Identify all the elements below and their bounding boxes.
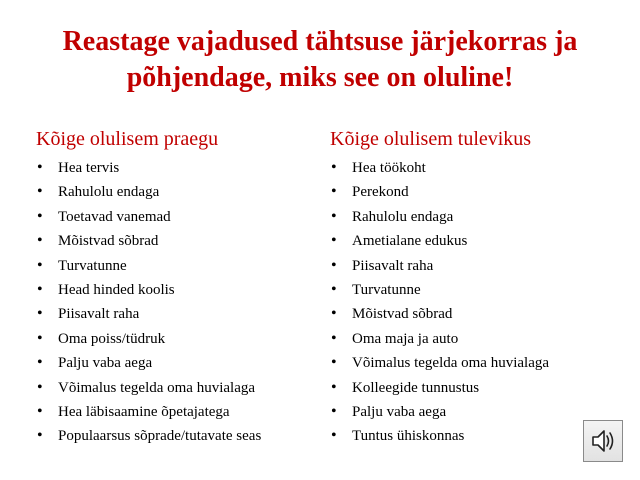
left-bullet-list	[36, 156, 316, 449]
list-item: • Rahulolu endaga	[36, 180, 316, 204]
list-item: • Palju vaba aega	[36, 351, 316, 375]
list-item: • Võimalus tegelda oma huvialaga	[330, 351, 610, 375]
left-column-heading: Kõige olulisem praegu	[36, 128, 219, 150]
right-column-heading: Kõige olulisem tulevikus	[330, 128, 532, 150]
list-item: • Piisavalt raha	[330, 254, 610, 278]
list-item: • Võimalus tegelda oma huvialaga	[36, 376, 316, 400]
list-item: • Palju vaba aega	[330, 400, 610, 424]
list-item: • Oma maja ja auto	[330, 327, 610, 351]
list-item: • Mõistvad sõbrad	[330, 302, 610, 326]
list-item: • Tuntus ühiskonnas	[330, 424, 610, 448]
list-item: • Piisavalt raha	[36, 302, 316, 326]
list-item: • Oma poiss/tüdruk	[36, 327, 316, 351]
list-item: • Perekond	[330, 180, 610, 204]
list-item: • Mõistvad sõbrad	[36, 229, 316, 253]
list-item: • Ametialane edukus	[330, 229, 610, 253]
speaker-icon	[589, 426, 617, 456]
audio-play-button[interactable]	[583, 420, 623, 462]
list-item: • Populaarsus sõprade/tutavate seas	[36, 424, 316, 448]
list-item: • Hea töökoht	[330, 156, 610, 180]
list-item: • Turvatunne	[330, 278, 610, 302]
list-item: • Head hinded koolis	[36, 278, 316, 302]
slide-title: Reastage vajadused tähtsuse järjekorras ja põhjendage, miks see on oluline!	[62, 26, 578, 93]
list-item: • Turvatunne	[36, 254, 316, 278]
right-bullet-list	[330, 156, 610, 449]
list-item: • Hea tervis	[36, 156, 316, 180]
list-item: • Rahulolu endaga	[330, 205, 610, 229]
list-item: • Hea läbisaamine õpetajatega	[36, 400, 316, 424]
list-item: • Kolleegide tunnustus	[330, 376, 610, 400]
list-item: • Toetavad vanemad	[36, 205, 316, 229]
